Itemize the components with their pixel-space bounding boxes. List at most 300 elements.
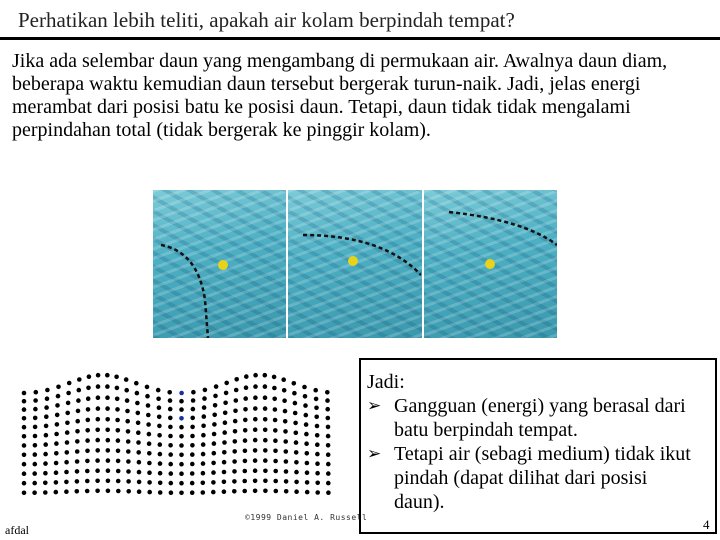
water-particle xyxy=(136,430,141,435)
water-particle xyxy=(126,439,131,444)
water-particle xyxy=(137,480,142,485)
water-particle xyxy=(190,490,195,495)
water-particle xyxy=(126,459,131,464)
water-particle xyxy=(212,432,217,437)
water-particle xyxy=(274,489,279,494)
water-particle xyxy=(284,469,289,474)
water-particle xyxy=(147,432,152,437)
water-particle xyxy=(75,489,80,494)
water-particle xyxy=(179,462,184,467)
water-particle xyxy=(33,452,38,457)
water-particle xyxy=(125,398,130,403)
water-particle xyxy=(305,490,310,495)
water-particle xyxy=(116,428,121,433)
water-particle xyxy=(305,480,310,485)
footer-author: afdal xyxy=(5,523,29,537)
water-particle xyxy=(157,405,162,410)
water-particle xyxy=(115,418,120,423)
water-particle xyxy=(263,448,268,453)
water-particle xyxy=(234,388,239,393)
water-particle xyxy=(201,461,206,466)
water-particle xyxy=(75,429,80,434)
wave-particle-diagram xyxy=(20,372,350,522)
water-particle xyxy=(22,481,27,486)
water-particle xyxy=(263,384,268,389)
water-particle xyxy=(126,479,131,484)
water-particle xyxy=(222,440,227,445)
water-particle xyxy=(32,471,37,476)
water-particle xyxy=(272,386,277,391)
water-particle xyxy=(223,401,228,406)
water-particle xyxy=(326,416,331,421)
water-particle xyxy=(263,428,268,433)
water-particle xyxy=(147,470,152,475)
water-particle xyxy=(64,489,69,494)
water-particle xyxy=(191,390,196,395)
water-particle xyxy=(253,468,258,473)
water-particle xyxy=(190,452,195,457)
conclusion-item-text: Gangguan (energi) yang berasal dari batu berpindah tempat. xyxy=(394,395,686,441)
water-particle xyxy=(106,468,111,473)
water-particle xyxy=(116,489,121,494)
water-particle xyxy=(56,385,61,390)
water-particle xyxy=(179,434,184,439)
highlighted-particle xyxy=(179,416,184,421)
water-particle xyxy=(233,439,238,444)
water-particle xyxy=(232,449,237,454)
water-particle xyxy=(263,489,268,494)
water-particle xyxy=(106,448,111,453)
water-particle xyxy=(85,428,90,433)
water-particle xyxy=(233,419,238,424)
water-particle xyxy=(158,461,163,466)
water-particle xyxy=(77,388,82,393)
water-particle xyxy=(116,438,121,443)
water-particle xyxy=(253,489,258,494)
water-particle xyxy=(67,381,72,386)
water-particle xyxy=(169,490,174,495)
water-particle xyxy=(273,469,278,474)
water-particle xyxy=(22,434,27,439)
water-particle xyxy=(64,470,69,475)
water-particle xyxy=(179,481,184,486)
water-particle xyxy=(191,398,196,403)
water-particle xyxy=(212,422,217,427)
water-particle xyxy=(263,373,268,378)
water-particle xyxy=(314,406,319,411)
water-particle xyxy=(201,433,206,438)
water-particle xyxy=(253,406,258,411)
water-particle xyxy=(44,433,49,438)
water-particle xyxy=(326,481,331,486)
conclusion-heading: Jadi: xyxy=(367,371,405,393)
water-particle xyxy=(212,441,217,446)
water-particle xyxy=(147,451,152,456)
water-particle xyxy=(96,406,101,411)
water-particle xyxy=(85,459,90,464)
water-particle xyxy=(315,461,320,466)
water-particle xyxy=(33,434,38,439)
water-particle xyxy=(326,490,331,495)
water-particle xyxy=(190,481,195,486)
water-particle xyxy=(126,469,131,474)
water-particle xyxy=(294,450,299,455)
water-particle xyxy=(253,384,258,389)
water-particle xyxy=(201,442,206,447)
water-particle xyxy=(234,398,239,403)
water-particle xyxy=(114,375,119,380)
water-particle xyxy=(273,407,278,412)
water-particle xyxy=(105,417,110,422)
page-number: 4 xyxy=(703,517,710,532)
slide-title: Perhatikan lebih teliti, apakah air kolam berpindah tempat? xyxy=(0,0,720,40)
water-particle xyxy=(202,396,207,401)
water-particle xyxy=(64,480,69,485)
water-particle xyxy=(244,385,249,390)
water-particle xyxy=(242,479,247,484)
water-particle xyxy=(44,414,49,419)
water-particle xyxy=(168,407,173,412)
water-particle xyxy=(284,449,289,454)
water-particle xyxy=(157,415,162,420)
water-particle xyxy=(201,452,206,457)
water-particle xyxy=(283,409,288,414)
water-particle xyxy=(222,460,227,465)
water-particle xyxy=(75,439,80,444)
water-particle xyxy=(222,450,227,455)
water-particle xyxy=(33,462,38,467)
water-particle xyxy=(243,438,248,443)
water-particle xyxy=(126,429,131,434)
water-particle xyxy=(125,419,130,424)
water-particle xyxy=(147,461,152,466)
water-particle xyxy=(86,418,91,423)
water-particle xyxy=(126,489,131,494)
water-particle xyxy=(272,375,277,380)
water-particle xyxy=(76,409,81,414)
water-particle xyxy=(253,438,258,443)
water-particle xyxy=(212,451,217,456)
water-particle xyxy=(233,429,238,434)
water-particle xyxy=(125,409,130,414)
water-particle xyxy=(326,462,331,467)
conclusion-item-text: Tetapi air (sebagi medium) tidak ikut pindah (dapat dilihat dari posisi daun). xyxy=(394,443,691,513)
water-particle xyxy=(158,471,163,476)
water-particle xyxy=(293,411,298,416)
water-particle xyxy=(292,381,297,386)
water-particle xyxy=(304,413,309,418)
water-particle xyxy=(85,438,90,443)
water-particle xyxy=(214,384,219,389)
water-particle xyxy=(222,489,227,494)
water-particle xyxy=(244,374,249,379)
water-particle xyxy=(326,471,331,476)
water-particle xyxy=(85,469,90,474)
water-particle xyxy=(137,470,142,475)
water-particle xyxy=(44,405,49,410)
water-particle xyxy=(315,442,320,447)
water-particle xyxy=(293,401,298,406)
water-particle xyxy=(106,489,111,494)
water-particle xyxy=(315,471,320,476)
water-particle xyxy=(65,421,70,426)
water-particle xyxy=(253,395,258,400)
water-particle xyxy=(157,433,162,438)
water-particle xyxy=(45,396,50,401)
water-particle xyxy=(282,388,287,393)
water-particle xyxy=(65,450,70,455)
water-particle xyxy=(304,432,309,437)
water-particle xyxy=(147,480,152,485)
water-particle xyxy=(105,406,110,411)
water-particle xyxy=(22,416,27,421)
water-particle xyxy=(168,434,173,439)
pond-photo-3 xyxy=(424,190,557,338)
water-particle xyxy=(253,448,258,453)
water-particle xyxy=(95,468,100,473)
water-particle xyxy=(137,489,142,494)
water-particle xyxy=(313,388,318,393)
water-particle xyxy=(43,490,48,495)
water-particle xyxy=(136,440,141,445)
water-particle xyxy=(243,396,248,401)
water-particle xyxy=(76,398,81,403)
water-particle xyxy=(43,442,48,447)
water-particle xyxy=(190,471,195,476)
water-particle xyxy=(234,377,239,382)
water-particle xyxy=(243,407,248,412)
water-particle xyxy=(314,397,319,402)
water-particle xyxy=(169,471,174,476)
water-particle xyxy=(211,480,216,485)
water-particle xyxy=(33,407,38,412)
water-particle xyxy=(202,405,207,410)
water-particle xyxy=(273,449,278,454)
conclusion-box xyxy=(359,358,717,534)
water-particle xyxy=(95,428,100,433)
water-particle xyxy=(325,390,330,395)
water-particle xyxy=(326,443,331,448)
water-particle xyxy=(224,381,229,386)
water-particle xyxy=(146,422,151,427)
water-particle xyxy=(124,377,129,382)
water-particle xyxy=(315,433,320,438)
water-particle xyxy=(147,441,152,446)
water-particle xyxy=(22,391,27,396)
water-particle xyxy=(179,425,184,430)
arrow-bullet-icon: ➢ xyxy=(367,396,382,416)
water-particle xyxy=(201,481,206,486)
water-particle xyxy=(212,413,217,418)
water-particle xyxy=(96,373,101,378)
water-particle xyxy=(243,449,248,454)
water-particle xyxy=(55,422,60,427)
water-particle xyxy=(136,411,141,416)
water-particle xyxy=(253,373,258,378)
water-particle xyxy=(203,388,208,393)
water-particle xyxy=(232,469,237,474)
water-particle xyxy=(190,416,195,421)
water-particle xyxy=(158,452,163,457)
water-particle xyxy=(146,413,151,418)
water-particle xyxy=(190,425,195,430)
water-particle xyxy=(263,479,268,484)
water-particle xyxy=(55,413,60,418)
water-particle xyxy=(136,421,141,426)
water-particle xyxy=(284,489,289,494)
water-particle xyxy=(75,479,80,484)
water-particle xyxy=(263,438,268,443)
water-particle xyxy=(115,386,120,391)
water-particle xyxy=(314,415,319,420)
water-particle xyxy=(191,407,196,412)
water-particle xyxy=(156,397,161,402)
water-particle xyxy=(124,388,129,393)
water-particle xyxy=(243,459,248,464)
water-particle xyxy=(284,459,289,464)
water-particle xyxy=(96,417,101,422)
water-particle xyxy=(87,374,92,379)
water-particle xyxy=(232,479,237,484)
water-particle xyxy=(85,489,90,494)
water-particle xyxy=(75,419,80,424)
water-particle xyxy=(211,470,216,475)
water-particle xyxy=(22,407,27,412)
water-particle xyxy=(325,398,330,403)
water-particle xyxy=(86,396,91,401)
arrow-bullet-icon: ➢ xyxy=(367,444,382,464)
intro-paragraph: Jika ada selembar daun yang mengambang di permukaan air. Awalnya daun diam, beberapa waktu kemudian daun tersebut bergerak turun-naik. Jadi, jelas energi merambat dari posisi batu ke posisi daun. Tetapi, daun tidak tidak mengalami perpindahan total (tidak bergerak ke pinggir kolam). xyxy=(12,50,668,141)
water-particle xyxy=(315,424,320,429)
water-particle xyxy=(168,425,173,430)
water-particle xyxy=(326,425,331,430)
water-particle xyxy=(135,391,140,396)
water-particle xyxy=(232,489,237,494)
water-particle xyxy=(303,394,308,399)
water-particle xyxy=(211,490,216,495)
water-particle xyxy=(95,438,100,443)
water-particle xyxy=(222,430,227,435)
water-particle xyxy=(22,399,27,404)
water-particle xyxy=(95,458,100,463)
water-particle xyxy=(34,390,39,395)
water-particle xyxy=(243,469,248,474)
water-particle xyxy=(54,490,59,495)
water-particle xyxy=(211,461,216,466)
water-particle xyxy=(65,440,70,445)
water-particle xyxy=(213,394,218,399)
water-particle xyxy=(273,428,278,433)
water-particle xyxy=(158,442,163,447)
water-particle xyxy=(66,401,71,406)
water-particle xyxy=(22,443,27,448)
water-particle xyxy=(116,479,121,484)
water-particle xyxy=(22,491,27,496)
water-particle xyxy=(294,480,299,485)
water-particle xyxy=(156,388,161,393)
water-particle xyxy=(282,398,287,403)
water-particle xyxy=(96,384,101,389)
water-particle xyxy=(54,470,59,475)
water-particle xyxy=(190,443,195,448)
water-particle xyxy=(54,461,59,466)
water-particle xyxy=(202,414,207,419)
water-particle xyxy=(179,453,184,458)
water-particle xyxy=(325,407,330,412)
water-particle xyxy=(190,434,195,439)
water-particle xyxy=(168,462,173,467)
water-particle xyxy=(232,459,237,464)
copyright-label: ©1999 Daniel A. Russell xyxy=(245,513,368,522)
water-particle xyxy=(134,381,139,386)
water-particle xyxy=(75,459,80,464)
water-particle xyxy=(253,458,258,463)
water-particle xyxy=(305,451,310,456)
leaf-icon xyxy=(485,259,495,269)
water-particle xyxy=(169,481,174,486)
water-particle xyxy=(283,439,288,444)
water-particle xyxy=(158,481,163,486)
water-particle xyxy=(55,403,60,408)
water-particle xyxy=(75,449,80,454)
water-particle xyxy=(233,409,238,414)
water-particle xyxy=(56,394,61,399)
water-particle xyxy=(75,469,80,474)
water-particle xyxy=(224,391,229,396)
water-particle xyxy=(85,449,90,454)
water-particle xyxy=(22,425,27,430)
water-particle xyxy=(44,424,49,429)
water-particle xyxy=(179,443,184,448)
water-particle xyxy=(168,443,173,448)
water-particle xyxy=(272,397,277,402)
water-particle xyxy=(303,403,308,408)
water-particle xyxy=(33,443,38,448)
water-particle xyxy=(32,490,37,495)
water-particle xyxy=(64,460,69,465)
water-particle xyxy=(305,470,310,475)
water-particle xyxy=(115,397,120,402)
water-particle xyxy=(273,438,278,443)
water-particle xyxy=(305,461,310,466)
water-particle xyxy=(85,479,90,484)
water-particle xyxy=(22,471,27,476)
water-particle xyxy=(116,469,121,474)
water-particle xyxy=(86,407,91,412)
water-particle xyxy=(106,458,111,463)
water-particle xyxy=(33,425,38,430)
water-particle xyxy=(223,411,228,416)
water-particle xyxy=(179,407,184,412)
water-particle xyxy=(253,479,258,484)
water-particle xyxy=(32,481,37,486)
water-particle xyxy=(147,490,152,495)
water-particle xyxy=(273,459,278,464)
water-particle xyxy=(294,460,299,465)
conclusion-item xyxy=(367,394,715,442)
water-particle xyxy=(190,462,195,467)
water-particle xyxy=(222,480,227,485)
water-particle xyxy=(294,431,299,436)
water-particle xyxy=(106,479,111,484)
water-particle xyxy=(96,395,101,400)
water-particle xyxy=(223,420,228,425)
water-particle xyxy=(146,403,151,408)
water-particle xyxy=(179,399,184,404)
water-particle xyxy=(86,386,91,391)
water-particle xyxy=(243,428,248,433)
water-particle xyxy=(294,440,299,445)
